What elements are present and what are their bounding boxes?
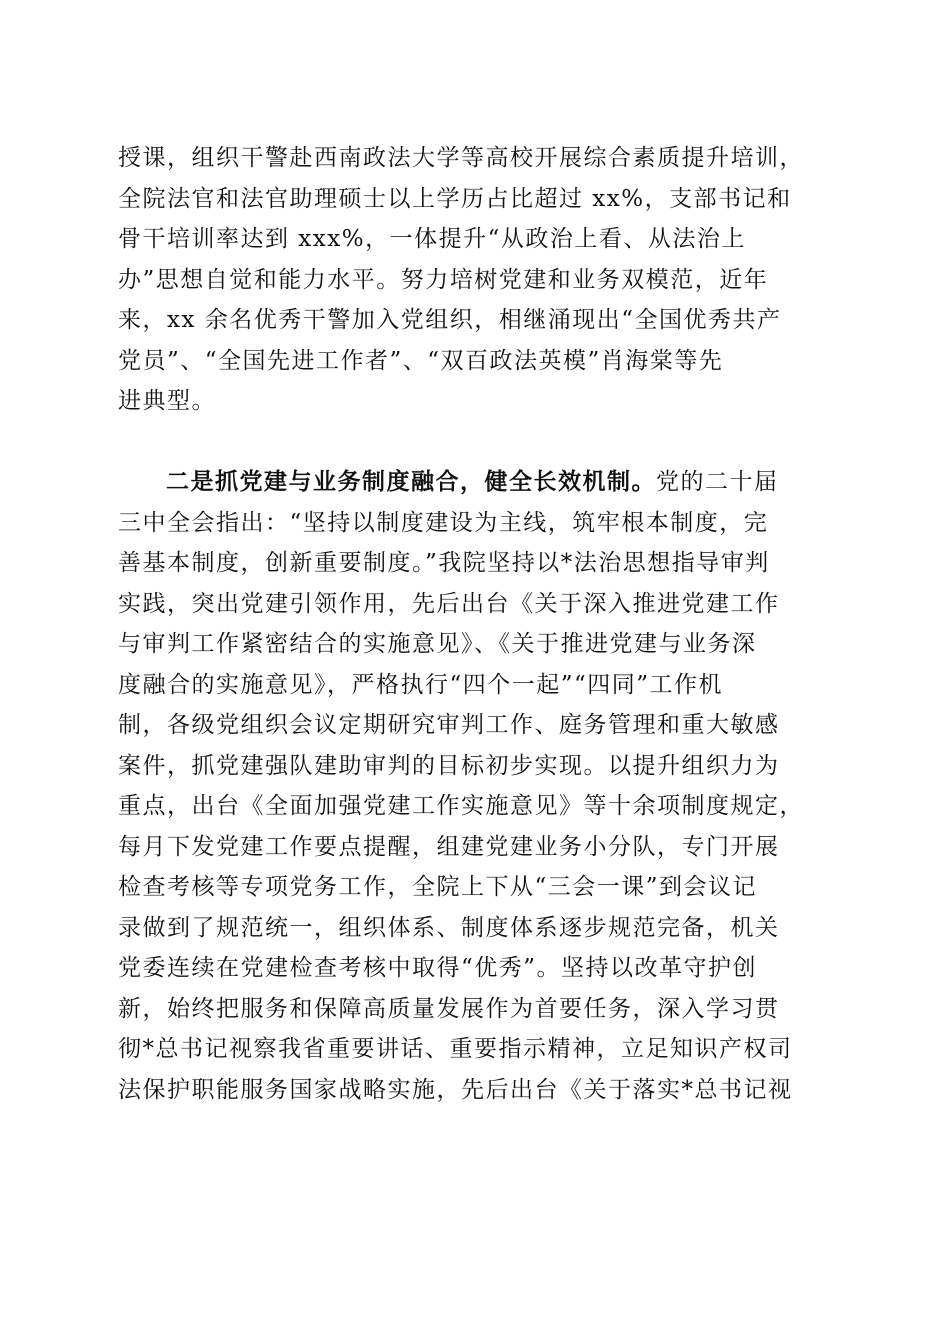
paragraph-line: 度融合的实施意见》，严格执行“四个一起”“四同”工作机 <box>118 671 724 698</box>
paragraph-line: 全院法官和法官助理硕士以上学历占比超过 xx%，支部书记和 <box>118 185 792 212</box>
paragraph-line: 案件，抓党建强队建助审判的目标初步实现。以提升组织力为 <box>118 752 780 779</box>
paragraph-heading: 二是抓党建与业务制度融合，健全长效机制。 <box>166 468 656 495</box>
paragraph-line: 善基本制度，创新重要制度。”我院坚持以*法治思想指导审判 <box>118 550 770 576</box>
paragraph-line: 授课，组织干警赴西南政法大学等高校开展综合素质提升培训， <box>118 145 804 171</box>
paragraph-line: 党员”、“全国先进工作者”、“双百政法英模”肖海棠等先 <box>118 347 724 374</box>
paragraph-line-rest: 党的二十届 <box>656 469 779 495</box>
paragraph-line: 党委连续在党建检查考核中取得“优秀”。坚持以改革守护创 <box>118 955 758 981</box>
paragraph-line: 检查考核等专项党务工作，全院上下从“三会一课”到会议记 <box>118 874 758 900</box>
paragraph-line: 法保护职能服务国家战略实施，先后出台《关于落实*总书记视 <box>118 1076 793 1103</box>
paragraph-line: 重点，出台《全面加强党建工作实施意见》等十余项制度规定， <box>118 793 804 819</box>
paragraph-line: 三中全会指出：“坚持以制度建设为主线，筑牢根本制度，完 <box>118 509 769 536</box>
paragraph-line: 制，各级党组织会议定期研究审判工作、庭务管理和重大敏感 <box>118 712 780 738</box>
paragraph-2 <box>118 462 838 1110</box>
paragraph-line: 新，始终把服务和保障高质量发展作为首要任务，深入学习贯 <box>118 995 780 1022</box>
paragraph-line: 来，xx 余名优秀干警加入党组织，相继涌现出“全国优秀共产 <box>118 307 782 333</box>
paragraph-line: 彻*总书记视察我省重要讲话、重要指示精神，立足知识产权司 <box>118 1036 793 1062</box>
paragraph-first-line <box>118 462 838 503</box>
paragraph-line: 每月下发党建工作要点提醒，组建党建业务小分队，专门开展 <box>118 833 780 860</box>
paragraph-line: 实践，突出党建引领作用，先后出台《关于深入推进党建工作 <box>118 590 780 617</box>
paragraph-line: 办”思想自觉和能力水平。努力培树党建和业务双模范，近年 <box>118 266 769 293</box>
paragraph-line: 骨干培训率达到 xxx%，一体提升“从政治上看、从法治上 <box>118 226 746 252</box>
paragraph-line: 进典型。 <box>118 388 216 414</box>
paragraph-line: 录做到了规范统一，组织体系、制度体系逐步规范完备，机关 <box>118 914 780 941</box>
paragraph-line: 与审判工作紧密结合的实施意见》、《关于推进党建与业务深 <box>118 631 757 657</box>
paragraph-1 <box>118 138 838 422</box>
